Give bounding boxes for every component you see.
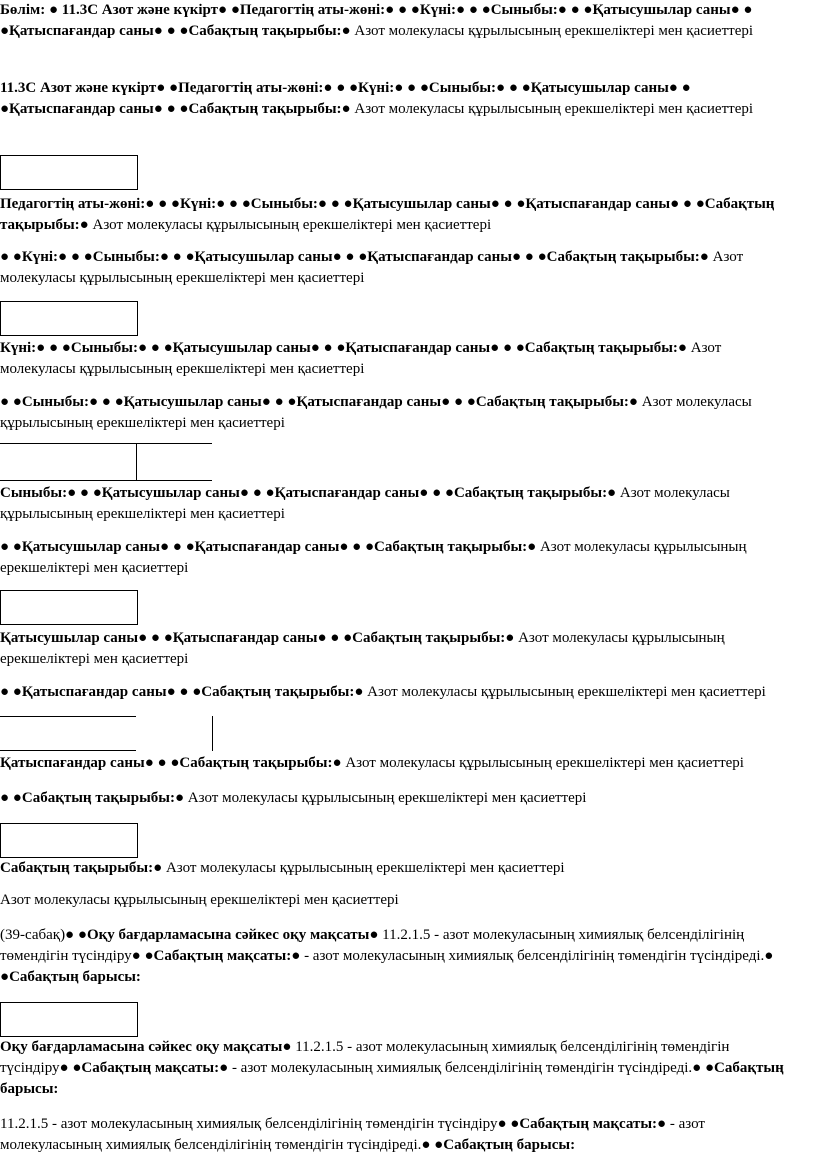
block-13-labels: Сабақтың тақырыбы:● <box>0 860 163 876</box>
progress-label: Сабақтың барысы: <box>0 1060 784 1097</box>
topic-text: Азот молекуласы құрылысының ерекшеліктері мен қасиеттері <box>0 892 399 908</box>
objective-block-3 <box>0 1114 800 1156</box>
block-2-labels: 11.3C Азот және күкірт● ●Педагогтің аты-жөні:● ● ●Күні:● ● ●Сыныбы:● ● ●Қатысушылар саны● ● ●Қатыспағандар саны● ● ●Сабақтың тақырыбы:● <box>0 80 691 117</box>
objective-label: Оқу бағдарламасына сәйкес оқу мақсаты● <box>0 1039 292 1055</box>
header-block-11 <box>0 753 800 774</box>
table-line-5 <box>212 716 213 751</box>
table-line-4 <box>0 716 136 717</box>
header-block-13 <box>0 858 800 879</box>
goal-label: Сабақтың мақсаты:● <box>519 1116 667 1132</box>
block-6-topic: Азот молекуласы құрылысының ерекшеліктері мен қасиеттері <box>0 394 752 431</box>
block-8-labels: ● ●Қатысушылар саны● ● ●Қатыспағандар саны● ● ●Сабақтың тақырыбы:● <box>0 539 537 555</box>
block-7-topic: Азот молекуласы құрылысының ерекшеліктері мен қасиеттері <box>0 485 730 522</box>
block-5-labels: Күні:● ● ●Сыныбы:● ● ●Қатысушылар саны● ● ●Қатыспағандар саны● ● ●Сабақтың тақырыбы:● <box>0 340 687 356</box>
block-9-labels: Қатысушылар саны● ● ●Қатыспағандар саны● ● ●Сабақтың тақырыбы:● <box>0 630 515 646</box>
block-10-labels: ● ●Қатыспағандар саны● ● ●Сабақтың тақырыбы:● <box>0 684 364 700</box>
header-block-3 <box>0 194 800 236</box>
table-cell-frame-4 <box>0 823 138 858</box>
block-2-topic: Азот молекуласы құрылысының ерекшеліктері мен қасиеттері <box>350 101 754 117</box>
block-7-labels: Сыныбы:● ● ●Қатысушылар саны● ● ●Қатыспағандар саны● ● ●Сабақтың тақырыбы:● <box>0 485 617 501</box>
topic-line <box>0 890 800 911</box>
objective-block-1 <box>0 925 800 988</box>
block-4-topic: Азот молекуласы құрылысының ерекшеліктері мен қасиеттері <box>0 249 744 286</box>
block-8-topic: Азот молекуласы құрылысының ерекшеліктері мен қасиеттері <box>0 539 747 576</box>
table-line-1 <box>0 443 212 444</box>
objective-text: 11.2.1.5 - азот молекуласының химиялық белсенділігінің төмендігін түсіндіру● ● <box>0 1039 730 1076</box>
goal-text: - азот молекуласының химиялық белсенділігінің төмендігін түсіндіреді.● ● <box>0 948 774 985</box>
table-line-6 <box>0 750 136 751</box>
block-1-topic: Азот молекуласы құрылысының ерекшеліктері мен қасиеттері <box>350 23 754 39</box>
block-13-topic: Азот молекуласы құрылысының ерекшеліктері мен қасиеттері <box>162 860 565 876</box>
objective-text: 11.2.1.5 - азот молекуласының химиялық белсенділігінің төмендігін түсіндіру● ● <box>0 927 745 964</box>
header-block-8 <box>0 537 800 579</box>
objective-label: Оқу бағдарламасына сәйкес оқу мақсаты● <box>86 927 379 943</box>
goal-text: - азот молекуласының химиялық белсенділігінің төмендігін түсіндіреді.● ● <box>228 1060 715 1076</box>
header-block-1 <box>0 0 800 42</box>
header-block-2 <box>0 78 800 120</box>
block-9-topic: Азот молекуласы құрылысының ерекшеліктері мен қасиеттері <box>0 630 725 667</box>
block-11-topic: Азот молекуласы құрылысының ерекшеліктері мен қасиеттері <box>341 755 744 771</box>
goal-label: Сабақтың мақсаты:● <box>153 948 301 964</box>
block-12-labels: ● ●Сабақтың тақырыбы:● <box>0 790 185 806</box>
block-3-topic: Азот молекуласы құрылысының ерекшеліктері мен қасиеттері <box>88 217 492 233</box>
header-block-9 <box>0 628 800 670</box>
lesson-number: (39-сабақ)● ● <box>0 927 87 943</box>
table-cell-frame-2 <box>0 301 138 336</box>
progress-label: Сабақтың барысы: <box>9 969 141 985</box>
table-line-3 <box>0 480 212 481</box>
table-line-2 <box>136 443 137 480</box>
table-cell-frame-3 <box>0 590 138 625</box>
block-6-labels: ● ●Сыныбы:● ● ●Қатысушылар саны● ● ●Қатыспағандар саны● ● ●Сабақтың тақырыбы:● <box>0 394 638 410</box>
goal-label: Сабақтың мақсаты:● <box>81 1060 229 1076</box>
block-1-labels: Бөлім: ● 11.3C Азот және күкірт● ●Педагогтің аты-жөні:● ● ●Күні:● ● ●Сыныбы:● ● ●Қатысушылар саны● ● ●Қатыспағандар саны● ● ●Сабақтың тақырыбы:● <box>0 2 753 39</box>
block-12-topic: Азот молекуласы құрылысының ерекшеліктері мен қасиеттері <box>184 790 587 806</box>
block-5-topic: Азот молекуласы құрылысының ерекшеліктері мен қасиеттері <box>0 340 722 377</box>
progress-label: Сабақтың барысы: <box>443 1137 576 1153</box>
header-block-5 <box>0 338 800 380</box>
table-cell-frame-5 <box>0 1002 138 1037</box>
objective-text: 11.2.1.5 - азот молекуласының химиялық белсенділігінің төмендігін түсіндіру● ● <box>0 1116 520 1132</box>
header-block-6 <box>0 392 800 434</box>
table-cell-frame-1 <box>0 155 138 190</box>
block-11-labels: Қатыспағандар саны● ● ●Сабақтың тақырыбы:● <box>0 755 342 771</box>
header-block-10 <box>0 682 800 703</box>
goal-text: - азот молекуласының химиялық белсенділігінің төмендігін түсіндіреді.● ● <box>0 1116 705 1153</box>
block-3-labels: Педагогтің аты-жөні:● ● ●Күні:● ● ●Сыныбы:● ● ●Қатысушылар саны● ● ●Қатыспағандар саны● ● ●Сабақтың тақырыбы:● <box>0 196 775 233</box>
block-4-labels: ● ●Күні:● ● ●Сыныбы:● ● ●Қатысушылар саны● ● ●Қатыспағандар саны● ● ●Сабақтың тақырыбы:● <box>0 249 709 265</box>
objective-block-2 <box>0 1037 800 1100</box>
header-block-12 <box>0 788 800 809</box>
header-block-4 <box>0 247 800 289</box>
header-block-7 <box>0 483 800 525</box>
block-10-topic: Азот молекуласы құрылысының ерекшеліктері мен қасиеттері <box>363 684 766 700</box>
